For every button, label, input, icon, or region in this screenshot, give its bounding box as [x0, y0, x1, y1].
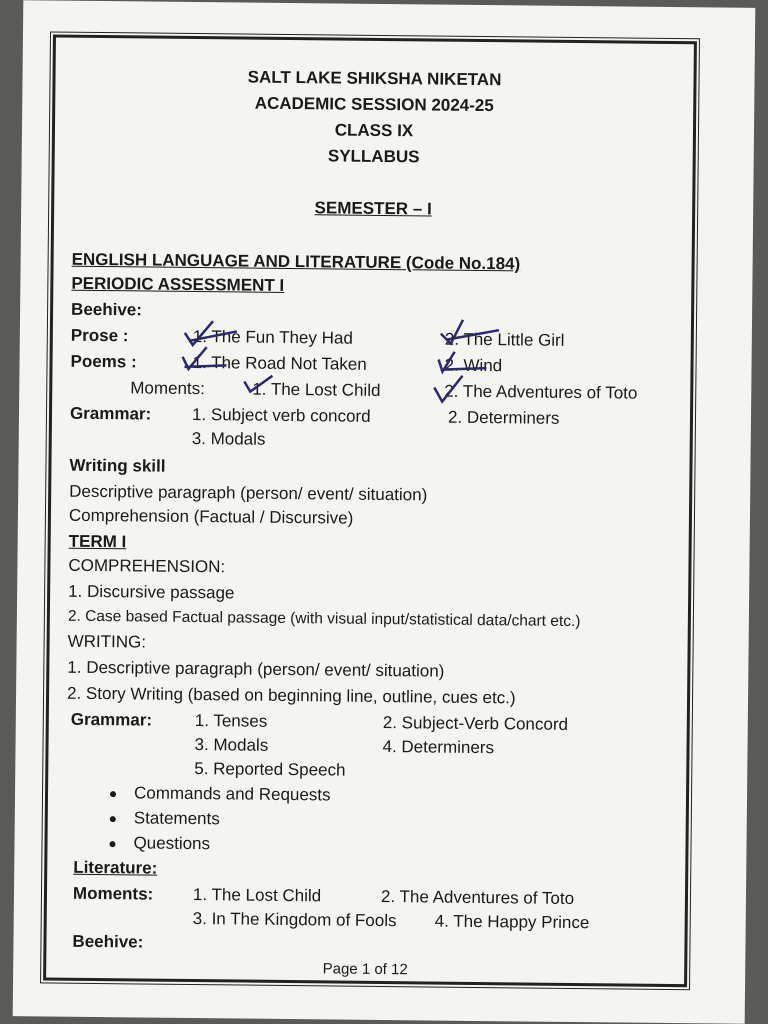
literature-label: Literature: [73, 857, 158, 878]
comprehension-label: COMPREHENSION: [68, 555, 226, 577]
grammar-label: Grammar: [69, 403, 152, 424]
writing-item-1: 1. Descriptive paragraph (person/ event/ situation) [67, 657, 445, 681]
term-grammar-item-5: 5. Reported Speech [194, 759, 346, 780]
writing-skill-item-2: Comprehension (Factual / Discursive) [68, 505, 354, 528]
bullet-item-statements: Statements [133, 808, 220, 829]
handwritten-tick-icon [242, 372, 282, 396]
poems-item-1: 1. The Road Not Taken [192, 352, 367, 374]
beehive-label: Beehive: [71, 299, 143, 320]
syllabus-title: SYLLABUS [327, 146, 420, 167]
writing-item-2: 2. Story Writing (based on beginning line, outline, cues etc.) [66, 683, 516, 708]
term-moments-item-2: 2. The Adventures of Toto [380, 886, 575, 909]
term-moments-item-1: 1. The Lost Child [192, 885, 322, 906]
bullet-item-questions: Questions [133, 833, 211, 854]
poems-label: Poems : [70, 351, 137, 372]
term-heading: TERM I [68, 531, 127, 552]
moments-item-2: 2. The Adventures of Toto [444, 381, 638, 403]
school-name: SALT LAKE SHIKSHA NIKETAN [247, 67, 502, 90]
term-grammar-item-3: 3. Modals [194, 735, 269, 755]
bullet-dot [109, 841, 115, 847]
prose-label: Prose : [70, 325, 129, 346]
poems-item-2: 2. Wind [444, 355, 503, 376]
term-grammar-item-4: 4. Determiners [382, 736, 495, 758]
grammar-item-3: 3. Modals [191, 428, 266, 449]
pa-heading: PERIODIC ASSESSMENT I [71, 273, 285, 295]
class-title: CLASS IX [334, 120, 414, 141]
bullet-dot [110, 816, 116, 822]
prose-item-1: 1. The Fun They Had [192, 326, 353, 348]
term-grammar-label: Grammar: [70, 709, 153, 730]
handwritten-tick-icon [432, 371, 466, 405]
moments-label: Moments: [130, 378, 206, 399]
comprehension-item-2: 2. Case based Factual passage (with visual input/statistical data/chart etc.) [67, 607, 581, 631]
term-moments-item-4: 4. The Happy Prince [434, 911, 590, 933]
handwritten-tick-icon [180, 345, 232, 374]
term-grammar-item-1: 1. Tenses [194, 711, 268, 731]
term-moments-item-3: 3. In The Kingdom of Fools [192, 909, 397, 931]
academic-session: ACADEMIC SESSION 2024-25 [254, 93, 494, 116]
handwritten-tick-icon [437, 318, 507, 349]
writing-label: WRITING: [67, 631, 147, 652]
term-beehive-label: Beehive: [72, 931, 144, 952]
paper-sheet [13, 0, 756, 1024]
writing-skill-item-1: Descriptive paragraph (person/ event/ situation) [69, 481, 428, 505]
bullet-dot [110, 791, 116, 797]
page-number: Page 1 of 12 [322, 960, 408, 979]
subject-heading: ENGLISH LANGUAGE AND LITERATURE (Code No.184) [71, 249, 521, 274]
comprehension-item-1: 1. Discursive passage [68, 581, 235, 603]
grammar-item-2: 2. Determiners [447, 407, 560, 428]
prose-item-2: 2. The Little Girl [444, 329, 565, 350]
semester-heading: SEMESTER – I [314, 198, 432, 219]
document-frame [43, 35, 697, 988]
moments-item-1: 1. The Lost Child [252, 379, 381, 400]
grammar-item-1: 1. Subject verb concord [191, 404, 371, 426]
term-moments-label: Moments: [72, 883, 154, 904]
writing-skill-label: Writing skill [69, 455, 166, 476]
bullet-item-commands: Commands and Requests [133, 783, 331, 805]
term-grammar-item-2: 2. Subject-Verb Concord [382, 712, 569, 734]
